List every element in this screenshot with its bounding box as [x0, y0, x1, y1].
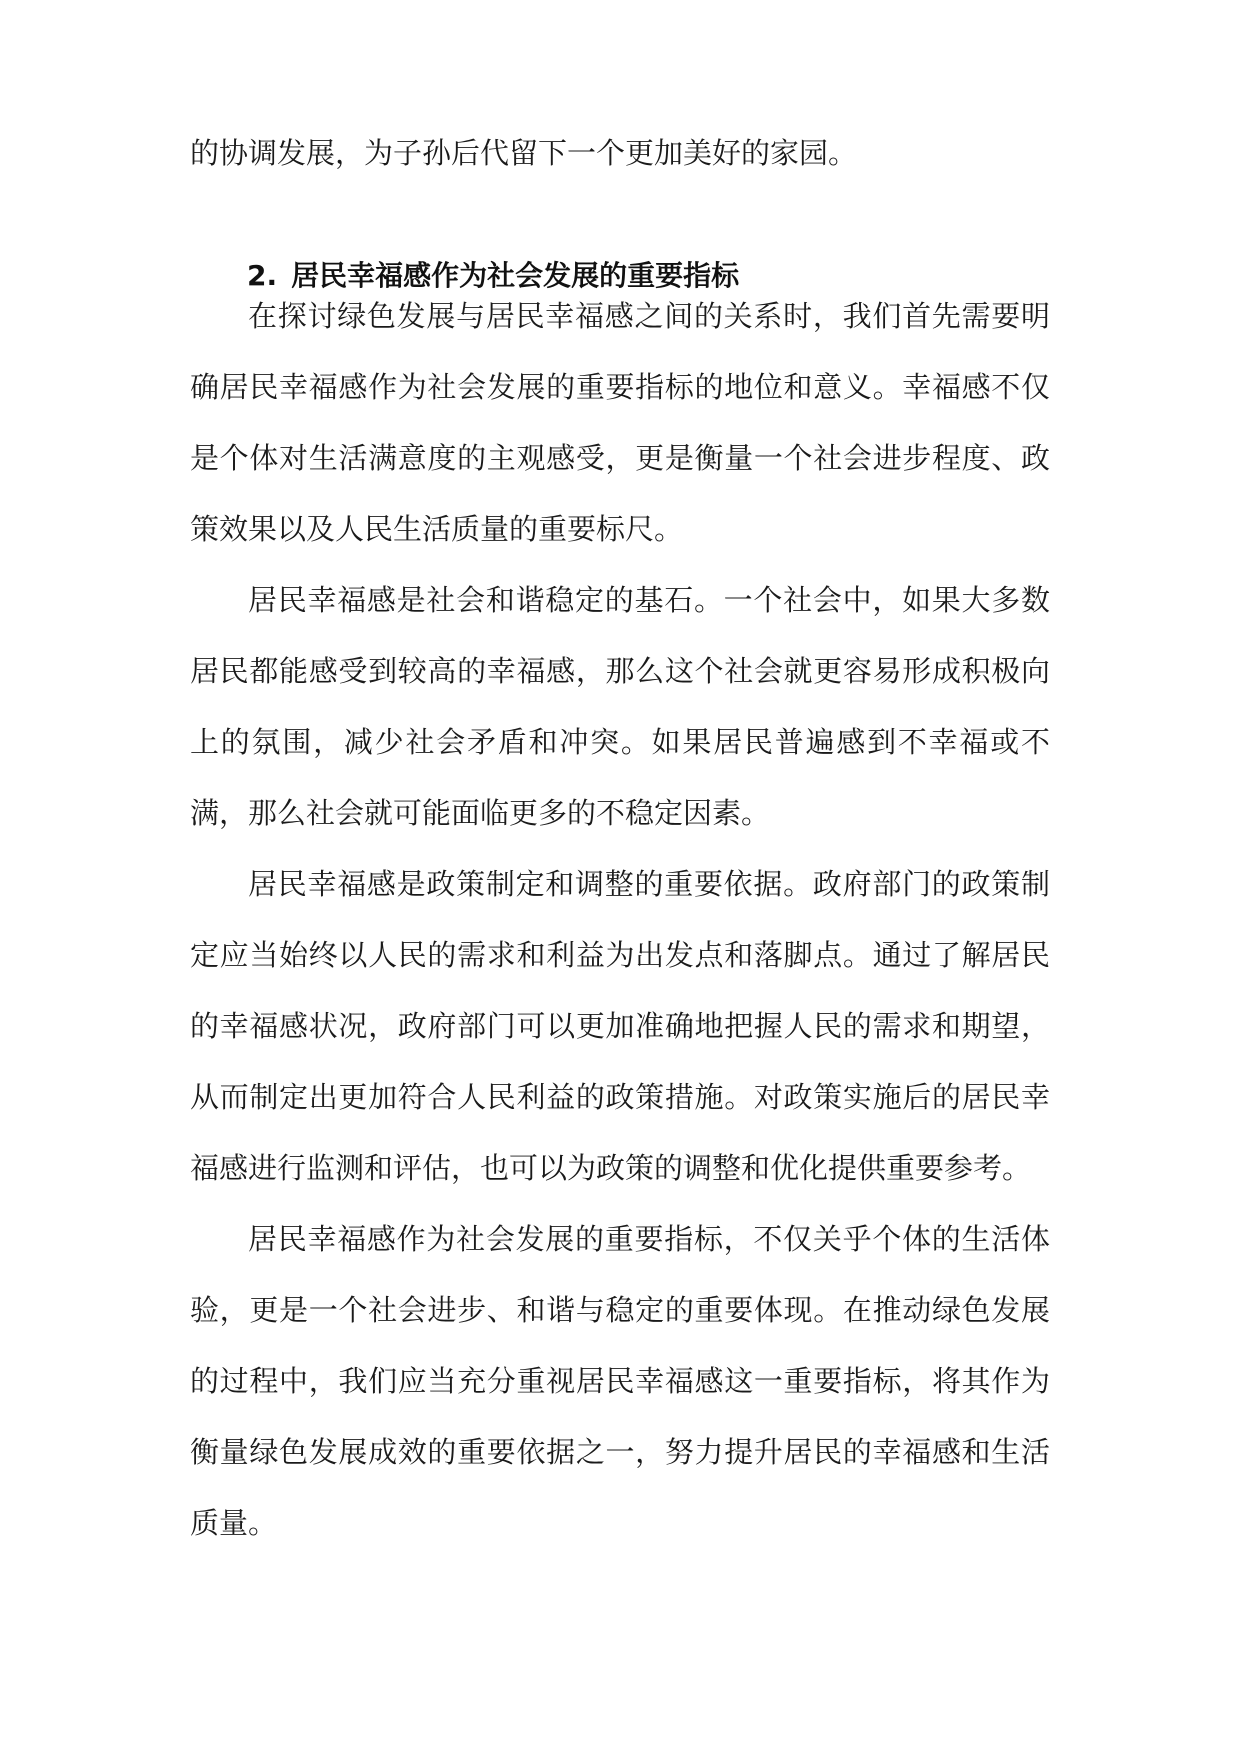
paragraph-block-4 — [190, 1204, 1050, 1559]
paragraph-block-2 — [190, 565, 1050, 849]
section-number: 2. — [247, 259, 278, 292]
paragraph-block-1 — [190, 281, 1050, 565]
body-paragraph: 居民幸福感作为社会发展的重要指标，不仅关乎个体的生活体验，更是一个社会进步、和谐与稳定的重要体现。在推动绿色发展的过程中，我们应当充分重视居民幸福感这一重要指标，将其作为衡量绿色发展成效的重要依据之一，努力提升居民的幸福感和生活质量。 — [190, 1222, 1050, 1540]
continuation-paragraph: 的协调发展，为子孙后代留下一个更加美好的家园。 — [190, 136, 858, 170]
body-paragraph: 在探讨绿色发展与居民幸福感之间的关系时，我们首先需要明确居民幸福感作为社会发展的重要指标的地位和意义。幸福感不仅是个体对生活满意度的主观感受，更是衡量一个社会进步程度、政策效果以及人民生活质量的重要标尺。 — [190, 299, 1050, 546]
body-paragraph: 居民幸福感是社会和谐稳定的基石。一个社会中，如果大多数居民都能感受到较高的幸福感，那么这个社会就更容易形成积极向上的氛围，减少社会矛盾和冲突。如果居民普遍感到不幸福或不满，那么社会就可能面临更多的不稳定因素。 — [190, 583, 1050, 830]
continuation-paragraph-block — [190, 118, 1050, 189]
paragraph-block-3 — [190, 849, 1050, 1204]
body-paragraph: 居民幸福感是政策制定和调整的重要依据。政府部门的政策制定应当始终以人民的需求和利益为出发点和落脚点。通过了解居民的幸福感状况，政府部门可以更加准确地把握人民的需求和期望，从而制定出更加符合人民利益的政策措施。对政策实施后的居民幸福感进行监测和评估，也可以为政策的调整和优化提供重要参考。 — [190, 867, 1050, 1185]
section-title: 居民幸福感作为社会发展的重要指标 — [291, 259, 740, 292]
